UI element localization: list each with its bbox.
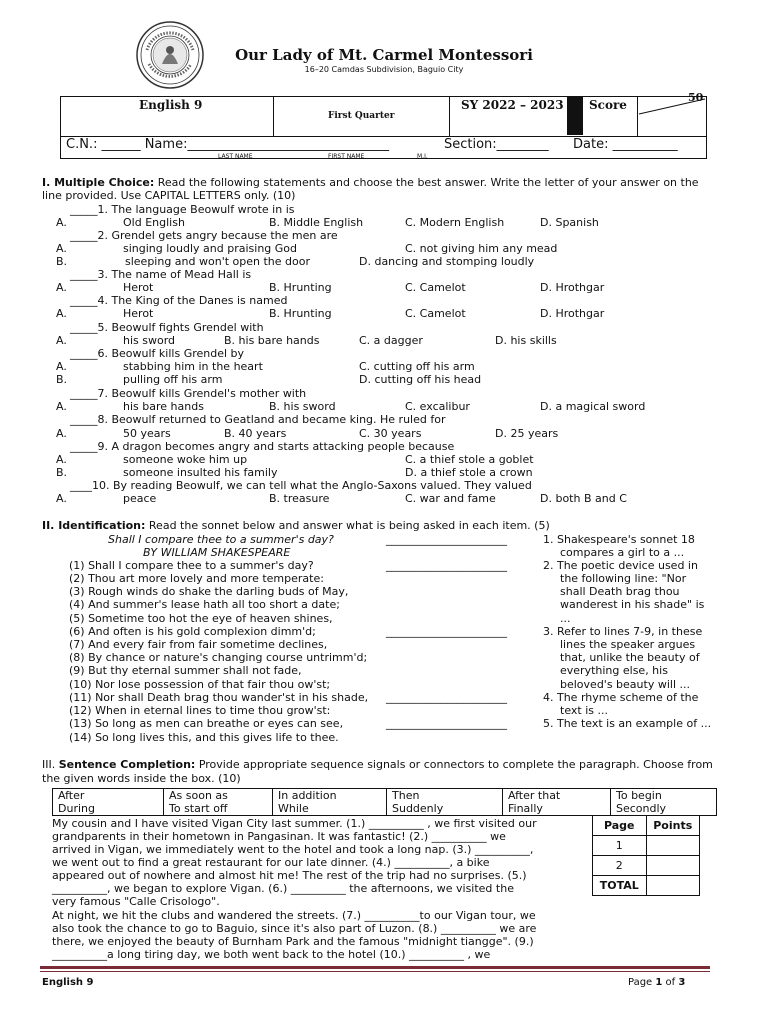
q4-option-b: B. Hrunting [269,307,332,320]
id-item-3-line: beloved's beauty will ... [560,678,690,691]
points-table-total-points[interactable] [646,876,700,896]
q4-option-c: C. Camelot [405,307,466,320]
question-1: _____1. The language Beowulf wrote in is [70,203,295,216]
paragraph-line: there, we enjoyed the beauty of Burnham Park and the famous "midnight tiangge". (9.) [52,935,534,948]
question-8: _____8. Beowulf returned to Geatland and became king. He ruled for [70,413,446,426]
q8-option-c: C. 30 years [359,427,422,440]
cn-name-field[interactable]: C.N.: ______ Name:_______________________________ [66,137,389,152]
section1-title: I. Multiple Choice: [42,176,155,189]
q2-option-d: D. dancing and stomping loudly [359,255,535,268]
sonnet-line: (2) Thou art more lovely and more temperate: [69,572,324,585]
q5-option-d: D. his skills [495,334,557,347]
q10-option-d: D. both B and C [540,492,627,505]
q9-option-a: someone woke him up [123,453,248,466]
letter-a: A. [56,360,67,373]
q3-option-d: D. Hrothgar [540,281,605,294]
letter-a: A. [56,307,67,320]
q8-option-d: D. 25 years [495,427,559,440]
sonnet-line: (10) Nor lose possession of that fair thou ow'st; [69,678,331,691]
word-option: Finally [508,802,543,815]
letter-a: A. [56,334,67,347]
poem-title: Shall I compare thee to a summer's day? [108,533,334,546]
footer-page-of: of [662,977,679,988]
mi-caption: M.I. [417,153,428,160]
section1-heading [42,176,699,189]
question-7: _____7. Beowulf kills Grendel's mother with [70,387,307,400]
date-field[interactable]: Date: __________ [573,137,678,152]
q7-option-b: B. his sword [269,400,336,413]
question-10: ____10. By reading Beowulf, we can tell what the Anglo-Saxons valued. They valued [70,479,532,492]
id-item-3-line: everything else, his [560,664,668,677]
section3-title: Sentence Completion: [58,758,196,771]
q2-option-b: sleeping and won't open the door [125,255,310,268]
section3-instruction-2: the given words inside the box. (10) [42,772,241,785]
id-item-3-line: that, unlike the beauty of [560,651,700,664]
letter-a: A. [56,400,67,413]
letter-a: A. [56,492,67,505]
sonnet-line: (11) Nor shall Death brag thou wander'st in his shade, [69,691,369,704]
q6-option-c: C. cutting off his arm [359,360,475,373]
id-item-2-line: wanderest in his shade" is [560,598,705,611]
word-option: In addition [278,789,337,802]
section2-title: II. Identification: [42,519,146,532]
section3-number: III. [42,758,59,771]
word-option: Secondly [616,802,667,815]
points-table-page-cell: 2 [593,856,647,876]
paragraph-line: we went out to find a great restaurant for our late dinner. (4.) __________, a bike [52,856,490,869]
paragraph-line: arrived in Vigan, we immediately went to the hotel and took a long nap. (3.) __________, [52,843,534,856]
id-item-2-line: ... [560,612,571,625]
q2-option-a: singing loudly and praising God [123,242,298,255]
q5-option-a: his sword [123,334,176,347]
section3-heading [42,758,713,771]
footer-current-page: 1 [655,977,663,988]
id-item-4-line: text is ... [560,704,608,717]
paragraph-line: appeared out of nowhere and almost hit me! The rest of the trip had no surprises. (5.) [52,869,527,882]
q1-option-a: Old English [123,216,185,229]
answer-blank-2[interactable]: ______________________ [386,559,507,572]
q4-option-a: Herot [123,307,154,320]
question-9: _____9. A dragon becomes angry and starts attacking people because [70,440,455,453]
answer-blank-5[interactable]: ______________________ [386,717,507,730]
points-table-header-page: Page [593,816,647,836]
q9-option-b: someone insulted his family [123,466,278,479]
paragraph-line: grandparents in their hometown in Pangasinan. It was fantastic! (2.) __________ we [52,830,506,843]
question-6: _____6. Beowulf kills Grendel by [70,347,245,360]
sonnet-line: (14) So long lives this, and this gives life to thee. [69,731,339,744]
q3-option-a: Herot [123,281,154,294]
sonnet-line: (9) But thy eternal summer shall not fade, [69,664,302,677]
q7-option-c: C. excalibur [405,400,470,413]
paragraph-line: My cousin and I have visited Vigan City last summer. (1.) __________ , we first visited our [52,817,537,830]
sonnet-line: (8) By chance or nature's changing course untrimm'd; [69,651,368,664]
sonnet-line: (1) Shall I compare thee to a summer's day? [69,559,314,572]
answer-blank-4[interactable]: ______________________ [386,691,507,704]
letter-a: A. [56,216,67,229]
q1-option-b: B. Middle English [269,216,364,229]
sonnet-line: (3) Rough winds do shake the darling buds of May, [69,585,349,598]
q6-option-a: stabbing him in the heart [123,360,263,373]
section3-instruction: Provide appropriate sequence signals or connectors to complete the paragraph. Choose from [198,758,713,771]
connector-word-box [52,788,717,816]
q5-option-c: C. a dagger [359,334,423,347]
section2-instruction: Read the sonnet below and answer what is being asked in each item. (5) [148,519,550,532]
points-table-header-points: Points [646,816,700,836]
id-item-5-line: 5. The text is an example of ... [543,717,712,730]
footer-page-prefix: Page [628,977,656,988]
word-option: While [278,802,309,815]
exam-header-box [60,91,707,160]
footer-total-pages: 3 [678,977,686,988]
question-3: _____3. The name of Mead Hall is [70,268,252,281]
letter-a: A. [56,427,67,440]
question-2: _____2. Grendel gets angry because the men are [70,229,338,242]
section-field[interactable]: Section:________ [444,137,549,152]
id-item-2-line: shall Death brag thou [560,585,680,598]
section2-heading [42,519,550,532]
word-option: Then [392,789,420,802]
q1-option-c: C. Modern English [405,216,505,229]
poem-author: BY WILLIAM SHAKESPEARE [143,546,291,559]
footer-rule [40,966,710,969]
id-item-2-line: the following line: "Nor [560,572,687,585]
word-option: As soon as [169,789,228,802]
id-item-3-line: 3. Refer to lines 7-9, in these [543,625,703,638]
header-black-bar [567,97,583,135]
letter-b: B. [56,255,68,268]
paragraph-line: __________, we began to explore Vigan. (6.) __________ the afternoons, we visited the [52,882,514,895]
quarter-label: First Quarter [328,111,395,121]
q9-option-c: C. a thief stole a goblet [405,453,534,466]
header-row-1 [61,91,706,137]
score-total: 50 [688,91,704,104]
q7-option-d: D. a magical sword [540,400,646,413]
q5-option-b: B. his bare hands [224,334,320,347]
q2-option-c: C. not giving him any mead [405,242,558,255]
q10-option-c: C. war and fame [405,492,496,505]
word-option: During [58,802,95,815]
school-year-label: SY 2022 – 2023 [461,98,564,112]
q8-option-b: B. 40 years [224,427,287,440]
school-name: Our Lady of Mt. Carmel Montessori [235,46,533,64]
question-5: _____5. Beowulf fights Grendel with [70,321,264,334]
last-name-caption: LAST NAME [218,153,253,160]
points-table-points-cell[interactable] [646,836,700,856]
sonnet-line: (6) And often is his gold complexion dimm'd; [69,625,316,638]
sonnet-line: (12) When in eternal lines to time thou grow'st: [69,704,331,717]
points-table [592,815,700,896]
q8-option-a: 50 years [123,427,171,440]
letter-a: A. [56,453,67,466]
subject-label: English 9 [139,98,203,112]
q6-option-b: pulling off his arm [123,373,223,386]
q1-option-d: D. Spanish [540,216,599,229]
score-label: Score [589,98,627,112]
answer-blank-1[interactable]: ______________________ [386,533,507,546]
word-option: To start off [169,802,228,815]
question-4: _____4. The King of the Danes is named [70,294,288,307]
letter-a: A. [56,281,67,294]
id-item-1-line: 1. Shakespeare's sonnet 18 [543,533,695,546]
answer-blank-3[interactable]: ______________________ [386,625,507,638]
word-option: After that [508,789,561,802]
q10-option-b: B. treasure [269,492,330,505]
sonnet-line: (4) And summer's lease hath all too short a date; [69,598,340,611]
id-item-4-line: 4. The rhyme scheme of the [543,691,699,704]
section1-instruction: Read the following statements and choose the best answer. Write the letter of your answer on the [157,176,699,189]
q6-option-d: D. cutting off his head [359,373,482,386]
paragraph-line: also took the chance to go to Baguio, since it's also part of Luzon. (8.) __________ we are [52,922,537,935]
letter-b: B. [56,373,68,386]
points-table-points-cell[interactable] [646,856,700,876]
word-option: To begin [616,789,662,802]
paragraph-line: __________a long tiring day, we both went back to the hotel (10.) __________ , we [52,948,491,961]
section1-instruction-2: line provided. Use CAPITAL LETTERS only. (10) [42,189,296,202]
school-address: 16–20 Camdas Subdivision, Baguio City [304,65,464,74]
word-option: After [58,789,85,802]
points-table-page-cell: 1 [593,836,647,856]
id-item-3-line: lines the speaker argues [560,638,696,651]
q7-option-a: his bare hands [123,400,204,413]
footer-subject: English 9 [42,977,94,988]
letter-b: B. [56,466,68,479]
q9-option-d: D. a thief stole a crown [405,466,533,479]
sonnet-line: (5) Sometime too hot the eye of heaven shines, [69,612,333,625]
footer-rule-thin [40,971,710,972]
paragraph-line: very famous "Calle Crisologo". [52,895,220,908]
word-option: Suddenly [392,802,444,815]
id-item-1-line: compares a girl to a ... [560,546,685,559]
first-name-caption: FIRST NAME [328,153,365,160]
points-table-total-cell: TOTAL [593,876,647,896]
letter-a: A. [56,242,67,255]
q4-option-d: D. Hrothgar [540,307,605,320]
id-item-2-line: 2. The poetic device used in [543,559,698,572]
q10-option-a: peace [123,492,157,505]
q3-option-b: B. Hrunting [269,281,332,294]
footer-page-number [628,977,685,988]
sonnet-line: (7) And every fair from fair sometime declines, [69,638,328,651]
paragraph-line: At night, we hit the clubs and wandered the streets. (7.) __________to our Vigan tour, we [52,909,536,922]
q3-option-c: C. Camelot [405,281,466,294]
sonnet-line: (13) So long as men can breathe or eyes can see, [69,717,344,730]
